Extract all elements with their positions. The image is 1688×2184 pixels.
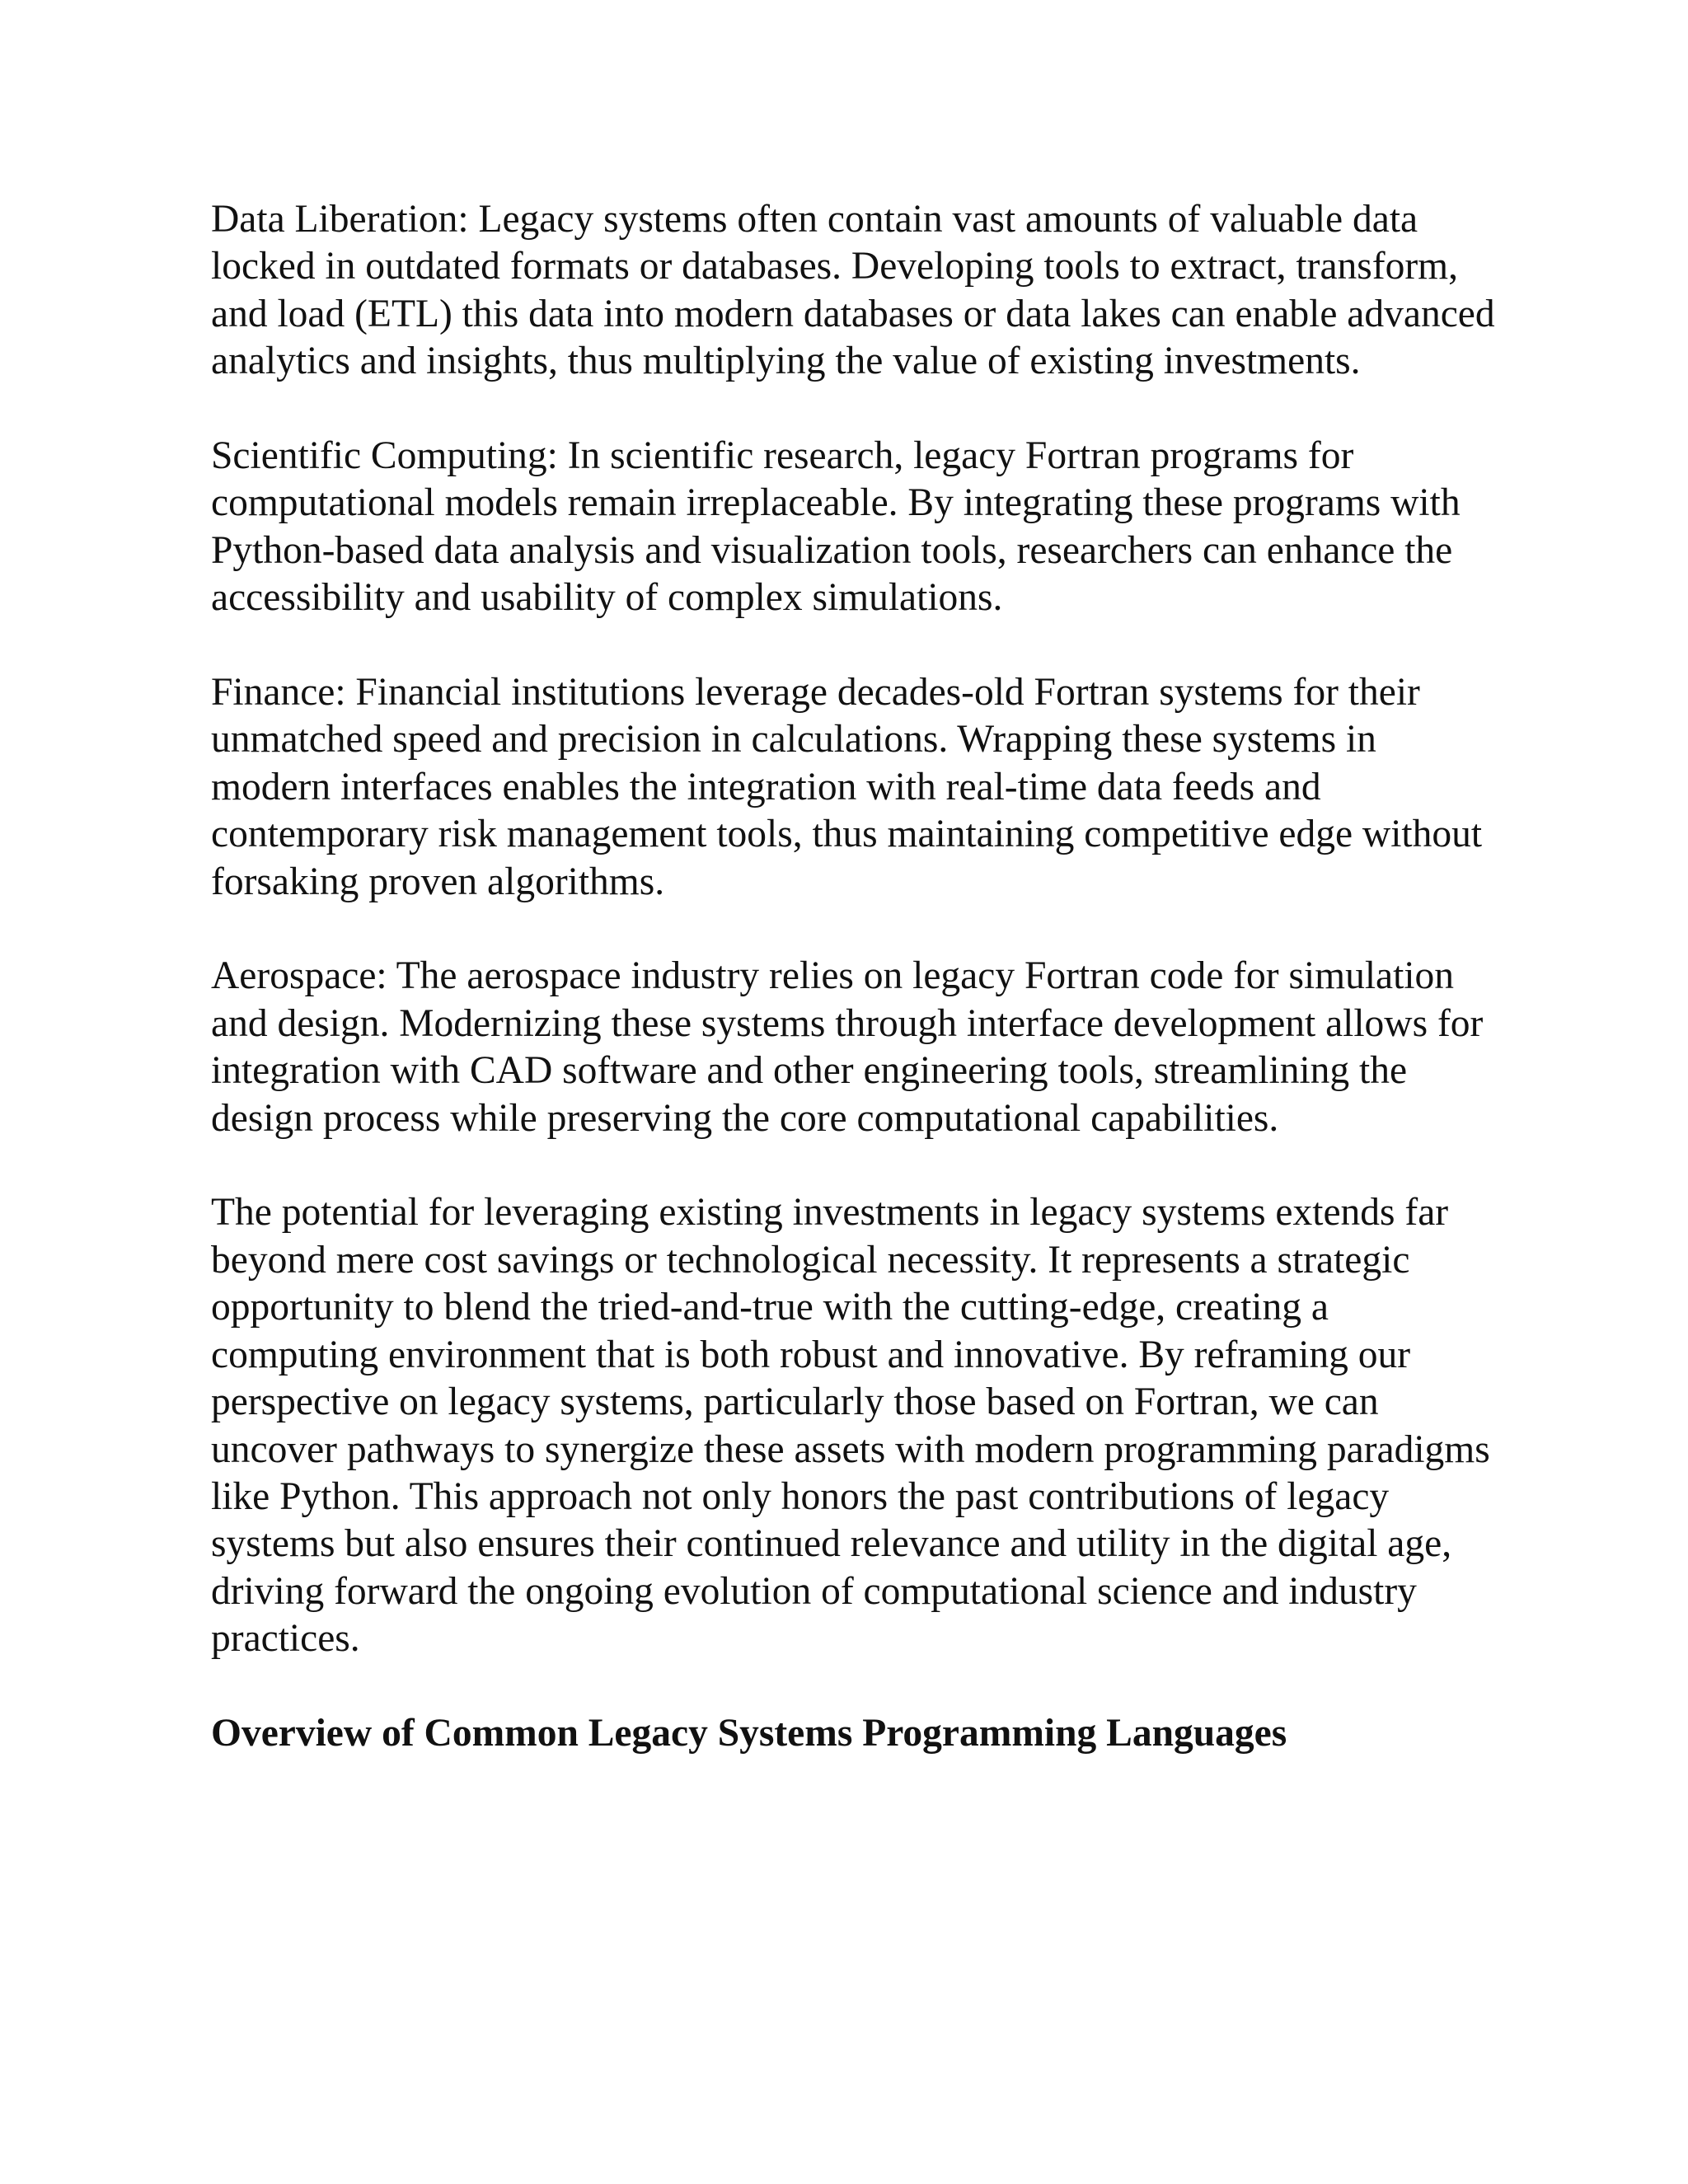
paragraph-scientific-computing: Scientific Computing: In scientific research, legacy Fortran programs for computational models remain irreplaceable. By integrating these programs with Python-based data analysis and visualization tools, researchers can enhance the accessibility and usability of complex simulations.	[211, 434, 1461, 620]
section-heading: Overview of Common Legacy Systems Programming Languages	[211, 1711, 1287, 1755]
paragraph-finance: Finance: Financial institutions leverage decades-old Fortran systems for their unmatched speed and precision in calculations. Wrapping these systems in modern interfaces enables the integration with real-time data feeds and contemporary risk management tools, thus maintaining competitive edge without forsaking proven algorithms.	[211, 671, 1483, 903]
paragraph-aerospace: Aerospace: The aerospace industry relies on legacy Fortran code for simulation and design. Modernizing these systems through interface development allows for integration with CAD software and other engineering tools, streamlining the design process while preserving the core computational capabilities.	[211, 954, 1484, 1140]
document-body	[211, 196, 1497, 1757]
paragraph-data-liberation: Data Liberation: Legacy systems often contain vast amounts of valuable data locked in outdated formats or databases. Developing tools to extract, transform, and load (ETL) this data into modern databases or data lakes can enable advanced analytics and insights, thus multiplying the value of existing investments.	[211, 198, 1495, 383]
paragraph-conclusion: The potential for leveraging existing investments in legacy systems extends far beyond mere cost savings or technological necessity. It represents a strategic opportunity to blend the tried-and-true with the cutting-edge, creating a computing environment that is both robust and innovative. By reframing our perspective on legacy systems, particularly those based on Fortran, we can uncover pathways to synergize these assets with modern programming paradigms like Python. This approach not only honors the past contributions of legacy systems but also ensures their continued relevance and utility in the digital age, driving forward the ongoing evolution of computational science and industry practices.	[211, 1191, 1490, 1661]
